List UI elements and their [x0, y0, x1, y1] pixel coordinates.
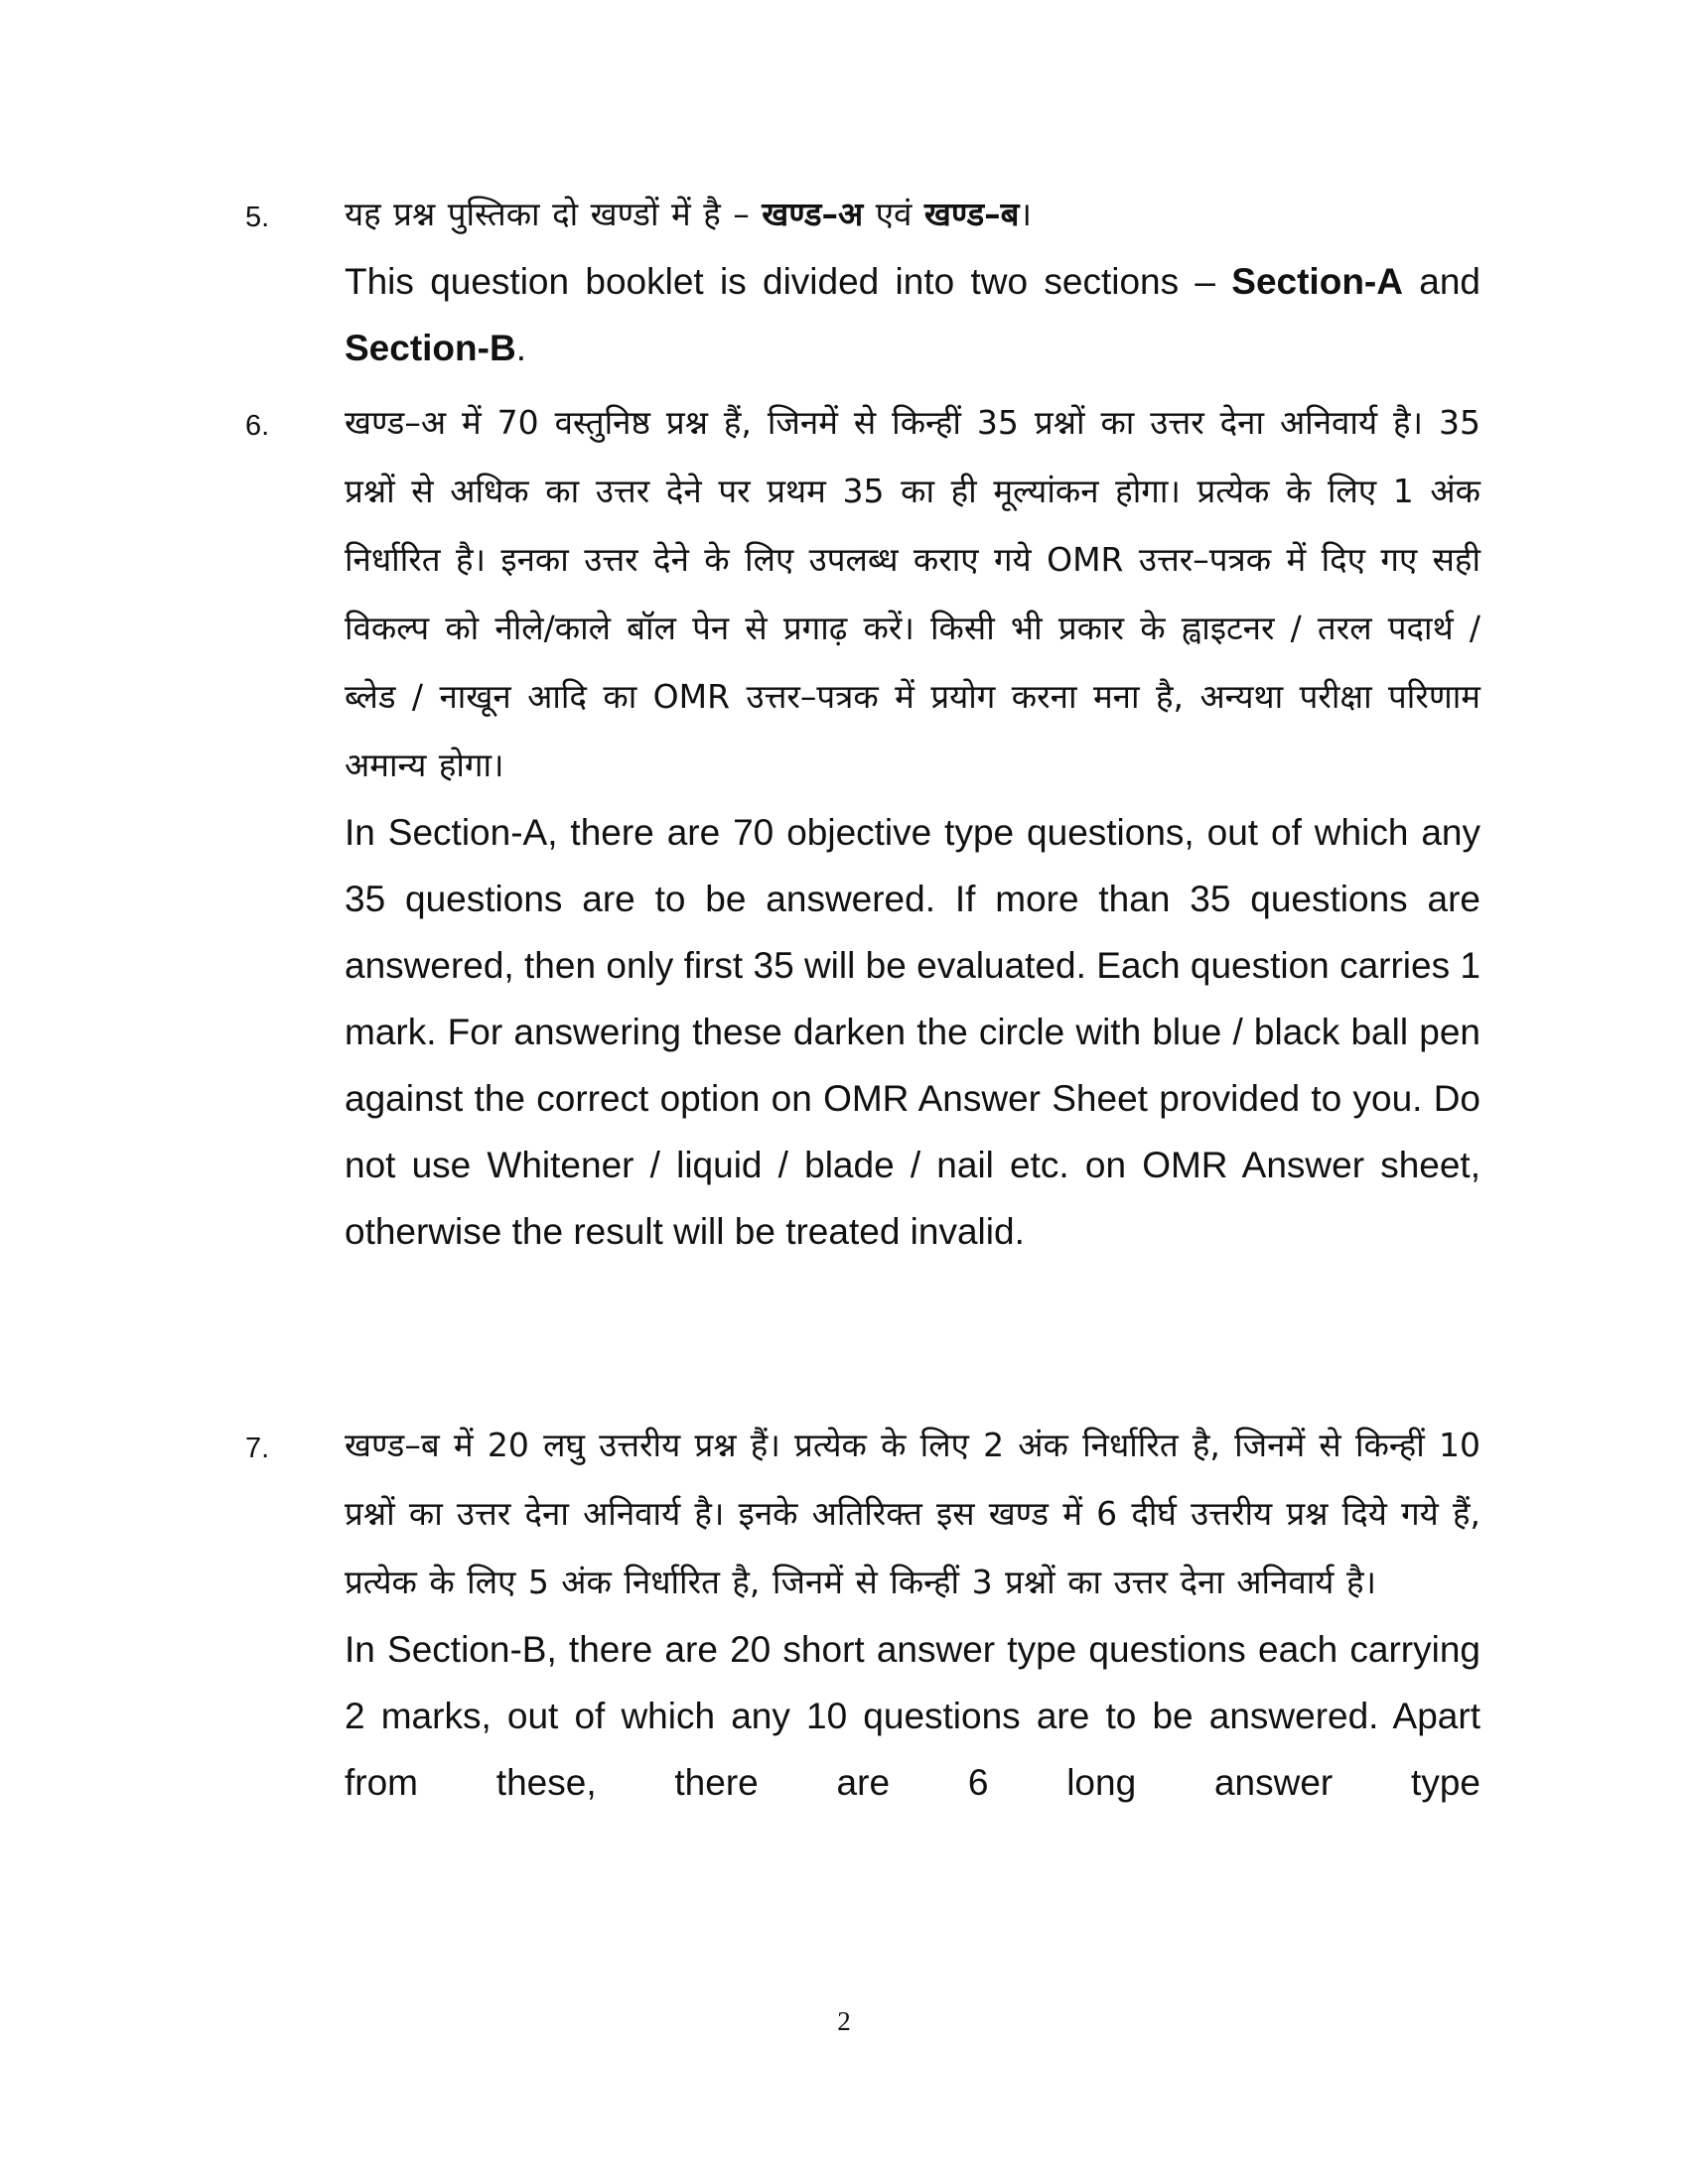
hindi-paragraph: खण्ड–अ में 70 वस्तुनिष्ठ प्रश्न हैं, जिनमें से किन्हीं 35 प्रश्नों का उत्तर देना अनिवार्य है। 35 प्रश्नों से अधिक का उत्तर देने पर प्रथम 35 का ही मूल्यांकन होगा। प्रत्येक के लिए 1 अंक निर्धारित है। इनका उत्तर देने के लिए उपलब्ध कराए गये OMR उत्तर–पत्रक में दिए गए सही विकल्प को नीले/काले बॉल पेन से प्रगाढ़ करें। किसी भी प्रकार के ह्वाइटनर / तरल पदार्थ / ब्लेड / नाखून आदि का OMR उत्तर–पत्रक में प्रयोग करना मना है, अन्यथा परीक्षा परिणाम अमान्य होगा।	[345, 403, 1480, 784]
item-body	[345, 196, 1480, 381]
hindi-paragraph	[345, 180, 1480, 248]
hindi-paragraph: खण्ड–ब में 20 लघु उत्तरीय प्रश्न हैं। प्रत्येक के लिए 2 अंक निर्धारित है, जिनमें से किन्हीं 10 प्रश्नों का उत्तर देना अनिवार्य है। इनके अतिरिक्त इस खण्ड में 6 दीर्घ उत्तरीय प्रश्न दिये गये हैं, प्रत्येक के लिए 5 अंक निर्धारित है, जिनमें से किन्हीं 3 प्रश्नों का उत्तर देना अनिवार्य है।	[345, 1426, 1480, 1601]
hindi-end: ।	[1019, 195, 1033, 233]
page-number: 2	[837, 2006, 851, 2036]
hindi-text: यह प्रश्न पुस्तिका दो खण्डों में है –	[345, 195, 763, 233]
english-paragraph: In Section-A, there are 70 objective type questions, out of which any 35 questions are to be answered. If more than 35 questions are answered, then only first 35 will be evaluated. Each question carries 1 mark. For answering these darken the circle with blue / black ball pen against the correct option on OMR Answer Sheet provided to you. Do not use Whitener / liquid / blade / nail etc. on OMR Answer sheet, otherwise the result will be treated invalid.	[345, 812, 1480, 1252]
english-section-b: Section-B	[345, 328, 516, 368]
item-number: 7.	[245, 1433, 270, 1464]
hindi-section-b: खण्ड–ब	[923, 195, 1020, 233]
english-conjunction: and	[1402, 261, 1480, 302]
english-end: .	[515, 328, 526, 368]
english-paragraph	[345, 248, 1480, 381]
english-paragraph: In Section-B, there are 20 short answer type questions each carrying 2 marks, out of which any 10 questions are to be answered. Apart from these, there are 6 long answer type	[345, 1629, 1480, 1803]
hindi-conjunction: एवं	[863, 195, 924, 233]
english-text: This question booklet is divided into two sections –	[345, 261, 1232, 302]
english-section-a: Section-A	[1231, 261, 1403, 302]
item-body	[345, 404, 1480, 1265]
item-number: 5.	[245, 202, 270, 233]
item-number: 6.	[245, 410, 270, 442]
item-body	[345, 1427, 1480, 1816]
hindi-section-a: खण्ड–अ	[762, 195, 864, 233]
